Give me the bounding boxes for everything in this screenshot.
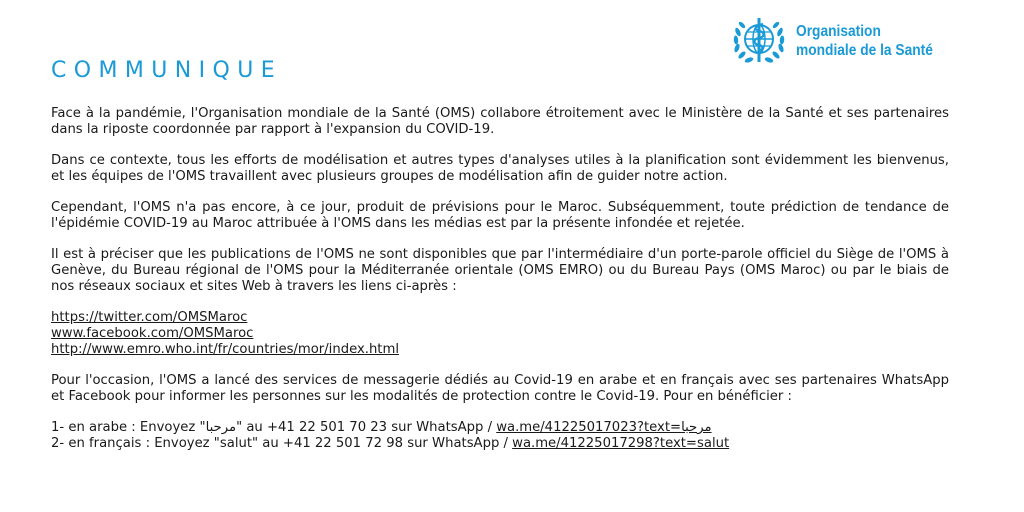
who-emblem-icon bbox=[728, 12, 790, 74]
instruction-french bbox=[51, 436, 949, 452]
facebook-link[interactable]: www.facebook.com/OMSMaroc bbox=[51, 326, 254, 341]
whatsapp-french-link[interactable]: wa.me/41225017298?text=salut bbox=[512, 436, 730, 451]
whatsapp-arabic-link[interactable]: wa.me/41225017023?text=مرحبا bbox=[496, 420, 712, 435]
instruction-list bbox=[51, 420, 949, 452]
instruction-french-text: 2- en français : Envoyez "salut" au +41 22 501 72 98 sur WhatsApp / bbox=[51, 436, 513, 451]
communique-body bbox=[51, 106, 949, 452]
paragraph-publications: Il est à préciser que les publications de l'OMS ne sont disponibles que par l'intermédiaire d'un porte-parole officiel du Siège de l'OMS à Genève, du Bureau régional de l'OMS pour la Méditerranée orientale (OMS EMRO) ou du Bureau Pays (OMS Maroc) ou par le biais de nos réseaux sociaux et sites Web à travers les liens ci-après : bbox=[51, 247, 949, 294]
instruction-arabic-text: 1- en arabe : Envoyez "مرحبا" au +41 22 501 70 23 sur WhatsApp / bbox=[51, 420, 497, 435]
paragraph-forecast: Cependant, l'OMS n'a pas encore, à ce jour, produit de prévisions pour le Maroc. Subséquemment, toute prédiction de tendance de l'épidémie COVID-19 au Maroc attribuée à l'OMS dans les médias est par la présente infondée et rejetée. bbox=[51, 200, 949, 231]
who-logo bbox=[728, 12, 998, 74]
paragraph-messaging: Pour l'occasion, l'OMS a lancé des services de messagerie dédiés au Covid-19 en arabe et en français avec ses partenaires WhatsApp et Facebook pour informer les personnes sur les modalités de protection contre le Covid-19. Pour en bénéficier : bbox=[51, 373, 949, 404]
emro-link[interactable]: http://www.emro.who.int/fr/countries/mor/index.html bbox=[51, 342, 399, 357]
paragraph-context: Dans ce contexte, tous les efforts de modélisation et autres types d'analyses utiles à la planification sont évidemment les bienvenus, et les équipes de l'OMS travaillent avec plusieurs groupes de modélisation afin de guider notre action. bbox=[51, 153, 949, 184]
logo-line-2: mondiale de la Santé bbox=[796, 42, 933, 59]
page-title: COMMUNIQUE bbox=[51, 58, 283, 83]
logo-line-1: Organisation bbox=[796, 23, 881, 40]
logo-wordmark bbox=[796, 22, 933, 60]
twitter-link[interactable]: https://twitter.com/OMSMaroc bbox=[51, 310, 248, 325]
instruction-arabic bbox=[51, 420, 949, 436]
paragraph-intro: Face à la pandémie, l'Organisation mondiale de la Santé (OMS) collabore étroitement avec le Ministère de la Santé et ses partenaires dans la riposte coordonnée par rapport à l'expansion du COVID-19. bbox=[51, 106, 949, 137]
link-list bbox=[51, 310, 949, 358]
